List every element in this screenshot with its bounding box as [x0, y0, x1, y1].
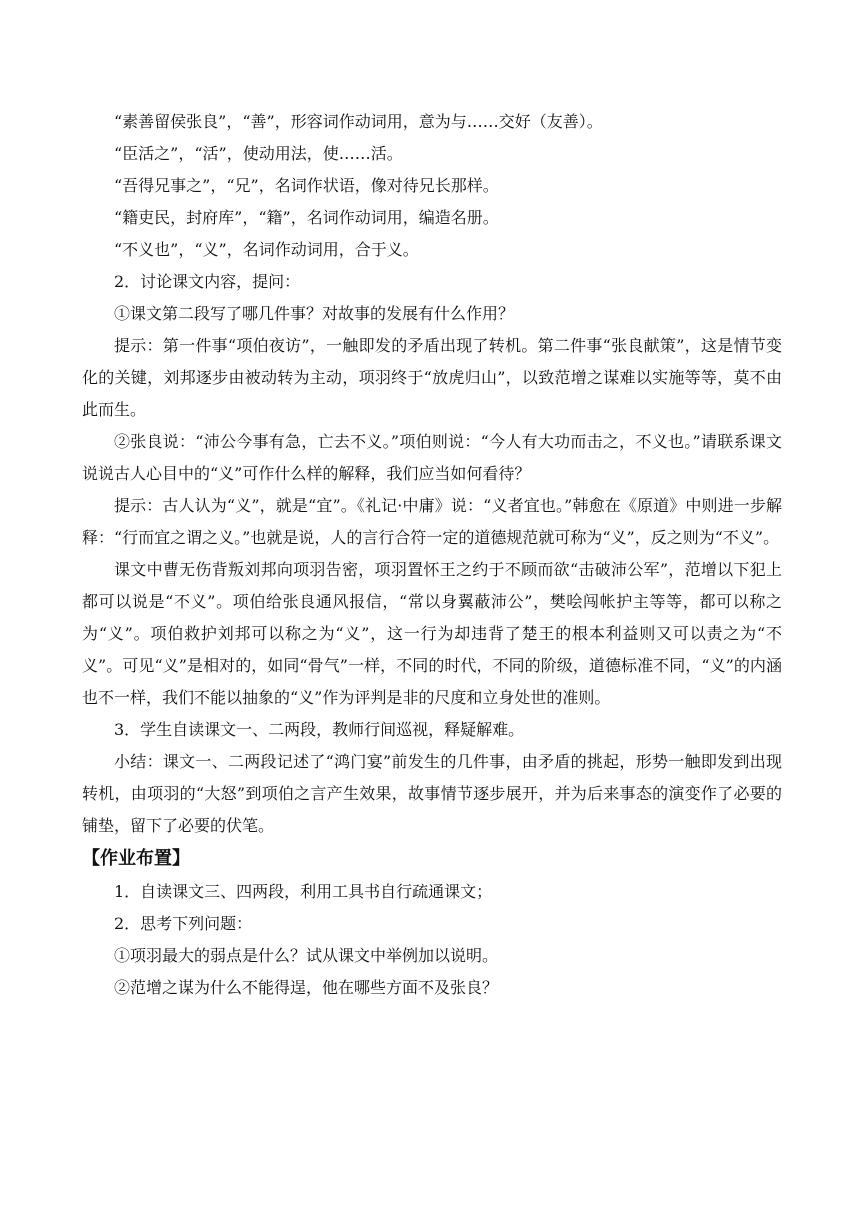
homework-item: ②范增之谋为什么不能得逞，他在哪些方面不及张良？	[114, 978, 499, 997]
paragraph-hint-1: 提示：第一件事“项伯夜访”，一触即发的矛盾出现了转机。第二件事“张良献策”，这是情节变化的关键，刘邦逐步由被动转为主动，项羽终于“放虎归山”，以致范增之谋难以实施等等，莫不由此而生。	[82, 336, 782, 419]
paragraph-yi-analysis: 课文中曹无伤背叛刘邦向项羽告密，项羽置怀王之约于不顾而欲“击破沛公军”，范增以下犯上都可以说是“不义”。项伯给张良通风报信，“常以身翼蔽沛公”，樊哙闯帐护主等等，都可以称之为“义”。项伯救护刘邦可以称之为“义”，这一行为却违背了楚王的根本利益则又可以责之为“不义”。可见“义”是相对的，如同“骨气”一样，不同的时代，不同的阶级，道德标准不同，“义”的内涵也不一样，我们不能以抽象的“义”作为评判是非的尺度和立身处世的准则。	[82, 560, 782, 707]
homework-item: ①项羽最大的弱点是什么？试从课文中举例加以说明。	[114, 946, 499, 965]
paragraph-question-2: ②张良说：“沛公今事有急，亡去不义。”项伯则说：“今人有大功而击之，不义也。”请联系课文说说古人心目中的“义”可作什么样的解释，我们应当如何看待？	[82, 432, 782, 483]
paragraph-summary: 小结：课文一、二两段记述了“鸿门宴”前发生的几件事，由矛盾的挑起，形势一触即发到出现转机，由项羽的“大怒”到项伯之言产生效果，故事情节逐步展开，并为后来事态的演变作了必要的铺垫，留下了必要的伏笔。	[82, 752, 782, 835]
paragraph-question-1: ①课文第二段写了哪几件事？对故事的发展有什么作用？	[114, 304, 515, 323]
homework-item: 1．自读课文三、四两段，利用工具书自行疏通课文；	[114, 882, 493, 901]
document-page	[82, 106, 782, 1004]
paragraph-chen-huo: “臣活之”，“活”，使动用法，使……活。	[114, 144, 403, 163]
paragraph-wu-de-xiong: “吾得兄事之”，“兄”，名词作状语，像对待兄长那样。	[114, 176, 499, 195]
paragraph-su-shan: “素善留侯张良”，“善”，形容词作动词用，意为与……交好（友善）。	[114, 112, 603, 131]
paragraph-bu-yi: “不义也”，“义”，名词作动词用，合于义。	[114, 240, 419, 259]
paragraph-hint-2: 提示：古人认为“义”，就是“宜”。《礼记·中庸》说：“义者宜也。”韩愈在《原道》中则进一步解释：“行而宜之谓之义。”也就是说，人的言行合符一定的道德规范就可称为“义”，反之则为“不义”。	[82, 496, 782, 547]
homework-item: 2．思考下列问题：	[114, 914, 253, 933]
paragraph-self-read: 3．学生自读课文一、二两段，教师行间巡视，释疑解难。	[114, 720, 525, 739]
homework-heading: 【作业布置】	[82, 848, 190, 869]
paragraph-discuss-heading: 2．讨论课文内容，提问：	[114, 272, 301, 291]
paragraph-ji-li-min: “籍吏民，封府库”，“籍”，名词作动词用，编造名册。	[114, 208, 499, 227]
